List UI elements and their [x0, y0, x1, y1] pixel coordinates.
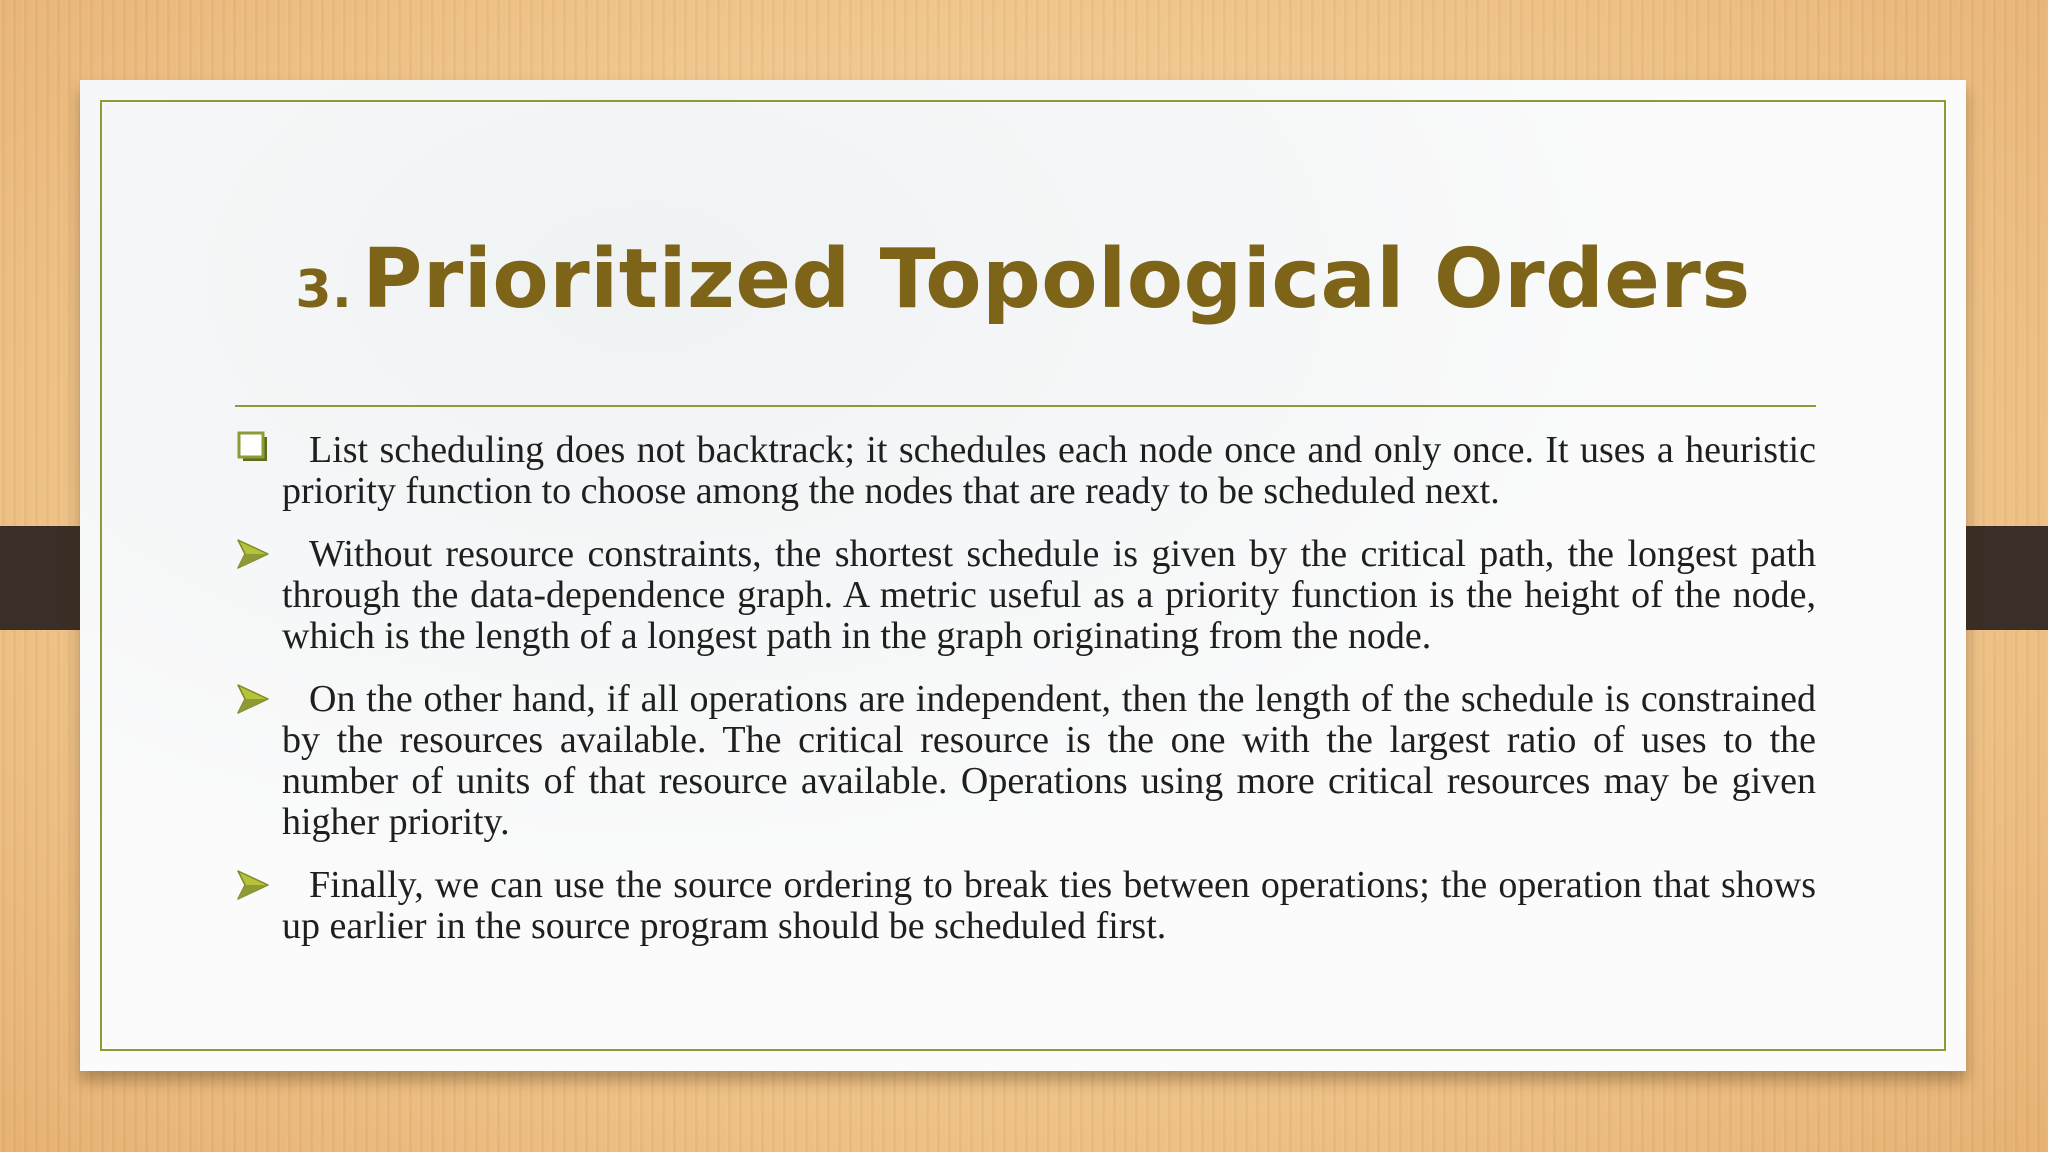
bullet-text: List scheduling does not backtrack; it schedules each node once and only once. It uses a heuristic priority function to choose among the nodes that are ready to be scheduled next.	[282, 429, 1816, 512]
title-divider	[235, 405, 1816, 407]
list-item	[235, 679, 1816, 843]
bullet-list	[235, 430, 1816, 969]
bullet-text: On the other hand, if all operations are independent, then the length of the schedule is constrained by the resources available. The critical resource is the one with the largest ratio of uses to the number of units of that resource available. Operations using more critical resources may be given higher priority.	[282, 678, 1816, 843]
arrow-bullet-icon	[235, 534, 273, 575]
slide-title-text: Prioritized Topological Orders	[362, 232, 1751, 327]
arrow-bullet-icon	[235, 679, 273, 720]
arrow-bullet-icon	[235, 865, 273, 906]
square-checkbox-icon	[235, 430, 273, 471]
slide-title	[80, 220, 1966, 340]
slide-card	[80, 80, 1966, 1071]
list-item	[235, 430, 1816, 512]
bullet-text: Finally, we can use the source ordering to break ties between operations; the operation that shows up earlier in the source program should be scheduled first.	[282, 864, 1816, 947]
list-item	[235, 534, 1816, 657]
bullet-text: Without resource constraints, the shortest schedule is given by the critical path, the longest path through the data-dependence graph. A metric useful as a priority function is the height of the node, which is the length of a longest path in the graph originating from the node.	[282, 533, 1816, 657]
slide-title-number: 3.	[295, 260, 353, 320]
list-item	[235, 865, 1816, 947]
